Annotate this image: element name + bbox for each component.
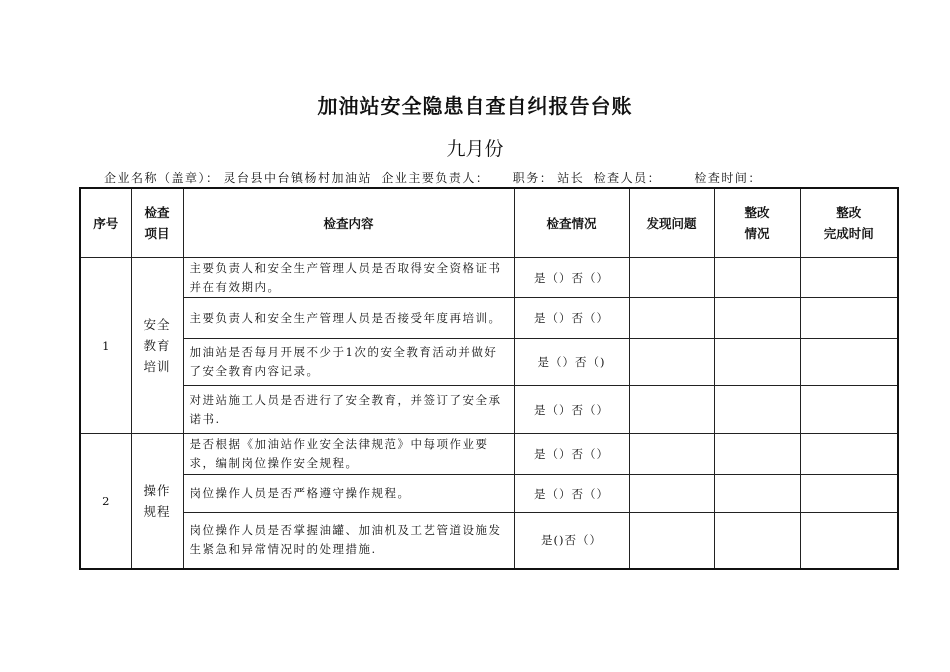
group-seq: 2 — [80, 434, 131, 569]
row-rect-status-cell[interactable] — [714, 298, 800, 339]
row-content: 对进站施工人员是否进行了安全教育，并签订了安全承诺书. — [183, 386, 514, 434]
position-value: 站长 — [557, 171, 585, 185]
row-status: 是（）否（） — [514, 475, 629, 513]
row-status: 是()否（） — [514, 513, 629, 569]
header-status: 检查情况 — [514, 188, 629, 258]
ledger-table — [79, 187, 899, 570]
header-rect-status-text: 整改 情况 — [744, 205, 770, 241]
head-label: 企业主要负责人： — [381, 171, 490, 185]
row-content: 加油站是否每月开展不少于1次的安全教育活动并做好了安全教育内容记录。 — [183, 339, 514, 386]
row-status: 是（）否（） — [514, 386, 629, 434]
row-rect-time-cell[interactable] — [800, 475, 898, 513]
company-label: 企业名称（盖章）： — [104, 171, 220, 185]
row-problem-cell[interactable] — [629, 298, 714, 339]
table-row — [80, 258, 898, 298]
table-row — [80, 513, 898, 569]
row-problem-cell[interactable] — [629, 475, 714, 513]
row-rect-status-cell[interactable] — [714, 434, 800, 475]
document-subtitle: 九月份 — [446, 138, 504, 160]
header-content: 检查内容 — [183, 188, 514, 258]
group-item — [131, 434, 183, 569]
row-content: 是否根据《加油站作业安全法律规范》中每项作业要求，编制岗位操作安全规程。 — [183, 434, 514, 475]
row-rect-time-cell[interactable] — [800, 513, 898, 569]
header-rect-time-text: 整改 完成时间 — [823, 205, 874, 241]
header-problem: 发现问题 — [629, 188, 714, 258]
row-rect-time-cell[interactable] — [800, 339, 898, 386]
row-rect-status-cell[interactable] — [714, 386, 800, 434]
row-status: 是（）否（） — [514, 434, 629, 475]
row-content: 主要负责人和安全生产管理人员是否接受年度再培训。 — [183, 298, 514, 339]
row-rect-status-cell[interactable] — [714, 339, 800, 386]
row-rect-status-cell[interactable] — [714, 258, 800, 298]
row-problem-cell[interactable] — [629, 434, 714, 475]
row-rect-time-cell[interactable] — [800, 298, 898, 339]
row-rect-time-cell[interactable] — [800, 258, 898, 298]
row-status: 是（）否（） — [514, 258, 629, 298]
row-rect-status-cell[interactable] — [714, 475, 800, 513]
header-item — [131, 188, 183, 258]
row-problem-cell[interactable] — [629, 386, 714, 434]
row-problem-cell[interactable] — [629, 258, 714, 298]
header-rect-status — [714, 188, 800, 258]
group-item — [131, 258, 183, 434]
header-item-text: 检查 项目 — [144, 205, 170, 241]
group-seq: 1 — [80, 258, 131, 434]
row-rect-status-cell[interactable] — [714, 513, 800, 569]
row-problem-cell[interactable] — [629, 339, 714, 386]
header-rect-time — [800, 188, 898, 258]
header-row — [80, 188, 898, 258]
row-rect-time-cell[interactable] — [800, 386, 898, 434]
row-content: 主要负责人和安全生产管理人员是否取得安全资格证书并在有效期内。 — [183, 258, 514, 298]
group-item-text: 操作 规程 — [143, 482, 171, 519]
time-label: 检查时间： — [694, 171, 762, 185]
row-problem-cell[interactable] — [629, 513, 714, 569]
header-seq: 序号 — [80, 188, 131, 258]
row-content: 岗位操作人员是否严格遵守操作规程。 — [183, 475, 514, 513]
table-row — [80, 386, 898, 434]
row-rect-time-cell[interactable] — [800, 434, 898, 475]
row-content: 岗位操作人员是否掌握油罐、加油机及工艺管道设施发生紧急和异常情况时的处理措施. — [183, 513, 514, 569]
group-item-text: 安全 教育 培训 — [143, 317, 171, 374]
info-line — [104, 169, 766, 186]
table-row — [80, 298, 898, 339]
inspector-label: 检查人员： — [593, 171, 662, 185]
table-row — [80, 434, 898, 475]
row-status: 是（）否（) — [514, 339, 629, 386]
document-title: 加油站安全隐患自查自纠报告台账 — [317, 94, 633, 118]
table-row — [80, 475, 898, 513]
position-label: 职务： — [512, 171, 554, 185]
row-status: 是（）否（） — [514, 298, 629, 339]
table-row — [80, 339, 898, 386]
company-value: 灵台县中台镇杨村加油站 — [223, 171, 373, 185]
